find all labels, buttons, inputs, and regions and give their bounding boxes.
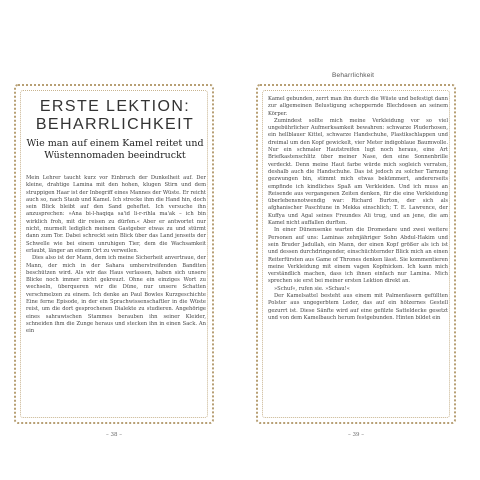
running-head: Beharrlichkeit — [332, 72, 375, 79]
paragraph: Der Kamelsattel besteht aus einem mit Palmenfasern gefüllten Polster aus ungegerbtem Leder, das auf ein hölzernes Gestell gezurrt ist. Diese Sänfte wird auf eine gefilzte Satteldecke gesetzt und von dem Kamelbauch herum festgebunden. Hinten bildet ein — [268, 293, 448, 321]
page-number: – 39 – — [348, 432, 364, 438]
right-page — [256, 70, 464, 438]
left-page — [14, 70, 222, 438]
paragraph: Mein Lehrer taucht kurz vor Einbruch der Dunkelheit auf. Der kleine, drahtige Lamina mit den hohen, klugen Stirn und dem struppigen Haar ist der Inbegriff eines Mannes der Wüste. Er reicht auch so, nach Staub und Kamel. Ich strecke ihm die Hand hin, doch sein Blick bleibt auf den Sand geheftet. Ich versuche ihn anzusprechen: »Ana bi-l-haqiqa sa'id li-r-rihla ma'ak – ich bin wirklich froh, mit dir reisen zu dürfen.« Aber er antwortet nur nicht, murmelt lediglich meinem Gastgeber etwas zu und stürmt dann zum Tor. Dabei schreckt sein Blick über das Land jenseits der Schwelle wie bei einem unruhigen Tier, dem die Wachsamkeit erlaubt, länger an einem Ort zu verweilen. — [26, 175, 206, 254]
body-text — [268, 96, 448, 406]
chapter-subtitle: Wie man auf einem Kamel reitet und Wüstennomaden beeindruckt — [26, 138, 204, 161]
paragraph: In einer Dünensenke warten die Dromedare und zwei weitere Personen auf uns: Laminas zehnjähriger Sohn Abdul-Hakim und sein Bruder Jadullah, ein Mann, der einen Kopf größer als ich ist und dessen durchdringender, einschüchternder Blick mich an einen Reiterfürsten aus Game of Thrones denken lässt. Sie kommentieren meine Verkleidung mit einem vagen Kopfnicken. Ich kann mich verständlich machen, dass ich ihnen einfach nur Lamina. Mich sprechen sie erst bei meiner ersten Lektion direkt an. — [268, 227, 448, 285]
paragraph: Kamel gebunden, zerrt man ihn durch die Wüste und befestigt dann zur allgemeinen Belustigung scheppernde Blechdosen an seinem Körper. — [268, 96, 448, 117]
paragraph: »Schuf«, rufen sie. »Schau!« — [274, 285, 350, 292]
paragraph: Zumindest sollte mich meine Verkleidung vor so viel ungebührlicher Aufmerksamkeit bewahren: schwarze Pluderhosen, ein hellblauer Kittel, schwarze Handschuhe, Plastikschlappen und dreimal um den Kopf gewickelt, vier Meter indigoblaue Baumwolle. Nur ein schmaler Hautstreifen lugt noch heraus, eine Art Briefkastenschlitz über meiner Nase, den eine Sonnenbrille verdeckt. Denn meine Haut farbe würde mich sogleich verraten, deshalb auch die Handschuhe. Das ist jedoch zu solcher Tarnung gezwungen bin, stimmt mich etwas bekümmert, andererseits empfinde ich kindliches Spaß am Verkleiden. Und ich muss an Reisende aus vergangenen Zeiten denken, für die eine Verkleidung überlebensnotwendig war: Richard Burton, der sich als afghanischer Paschtune in Mekka einschlich; T. E. Lawrence, der Kuffya und Agal seines Freundes Ali trug, und an jene, die am Kamel nicht auffallen durften. — [268, 117, 448, 227]
paragraph: Dies also ist der Mann, dem ich meine Sicherheit anvertraue, der Mann, der mich in der Sahara umherstreifenden Banditen beschützen wird. Als wir das Haus verlassen, haben sich unsere Blicke noch immer nicht gekreuzt. Ohne ein einziges Wort zu wechseln, überqueren wir die Düne, nur unsere Schatten verschmelzen zu einem. Ich denke an Paul Bowles Kurzgeschichte Eine ferne Episode, in der ein Sprachwissenschaftler in die Wüste reist, um die dort gesprochenen Dialekte zu studieren. Angehörige eines sahrawischen Stammes berauben ihn seiner Kleider, schneiden ihm die Zunge heraus und stecken ihn in einen Sack. An ein — [26, 255, 206, 335]
body-text — [26, 175, 206, 407]
lesson-title: ERSTE LEKTION: BEHARRLICHKEIT — [35, 98, 195, 133]
page-number: – 38 – — [106, 432, 122, 438]
chapter-heading — [22, 98, 208, 161]
